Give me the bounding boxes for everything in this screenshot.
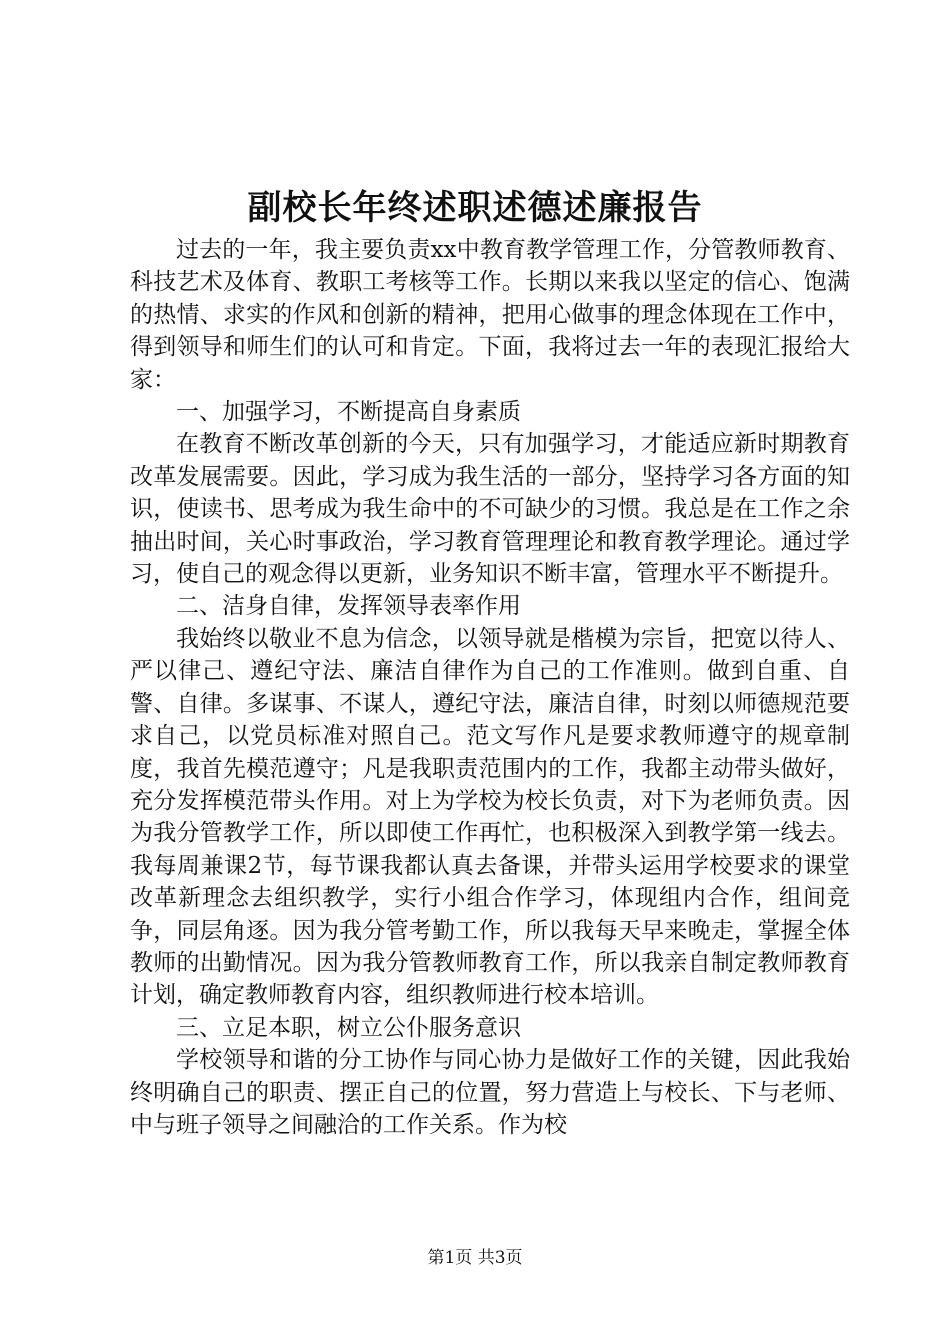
document-title: 副校长年终述职述德述廉报告 [247,188,703,228]
section-heading-1: 一、加强学习，不断提高自身素质 [176,399,521,426]
section-heading-3: 三、立足本职，树立公仆服务意识 [176,1014,521,1041]
paragraph-intro: 过去的一年，我主要负责xx中教育教学管理工作，分管教师教育、科技艺术及体育、教职工考核等工作。长期以来我以坚定的信心、饱满的热情、求实的作风和创新的精神，把用心做事的理念体现在工作中，得到领导和师生们的认可和肯定。下面，我将过去一年的表现汇报给大家： [130,237,850,393]
paragraph-section-2: 我始终以敬业不息为信念，以领导就是楷模为宗旨，把宽以待人、严以律己、遵纪守法、廉洁自律作为自己的工作准则。做到自重、自警、自律。多谋事、不谋人，遵纪守法，廉洁自律，时刻以师德规范要求自己，以党员标准对照自己。范文写作凡是要求教师遵守的规章制度，我首先模范遵守；凡是我职责范围内的工作，我都主动带头做好，充分发挥模范带头作用。对上为学校为校长负责，对下为老师负责。因为我分管教学工作，所以即使工作再忙，也积极深入到教学第一线去。我每周兼课2节，每节课我都认真去备课，并带头运用学校要求的课堂改革新理念去组织教学，实行小组合作学习，体现组内合作，组间竞争，同层角逐。因为我分管考勤工作，所以我每天早来晚走，掌握全体教师的出勤情况。因为我分管教师教育工作，所以我亲自制定教师教育计划，确定教师教育内容，组织教师进行校本培训。 [130,625,850,1009]
paragraph-section-1: 在教育不断改革创新的今天，只有加强学习，才能适应新时期教育改革发展需要。因此，学习成为我生活的一部分，坚持学习各方面的知识，使读书、思考成为我生命中的不可缺少的习惯。我总是在工作之余抽出时间，关心时事政治，学习教育管理理论和教育教学理论。通过学习，使自己的观念得以更新，业务知识不断丰富，管理水平不断提升。 [130,431,850,588]
paragraph-section-3: 学校领导和谐的分工协作与同心协力是做好工作的关键，因此我始终明确自己的职责、摆正自己的位置，努力营造上与校长、下与老师、中与班子领导之间融洽的工作关系。作为校 [130,1047,850,1138]
section-heading-2: 二、洁身自律，发挥领导表率作用 [176,593,521,620]
document-body [130,234,850,1141]
page-footer: 第1页 共3页 [427,1248,523,1268]
